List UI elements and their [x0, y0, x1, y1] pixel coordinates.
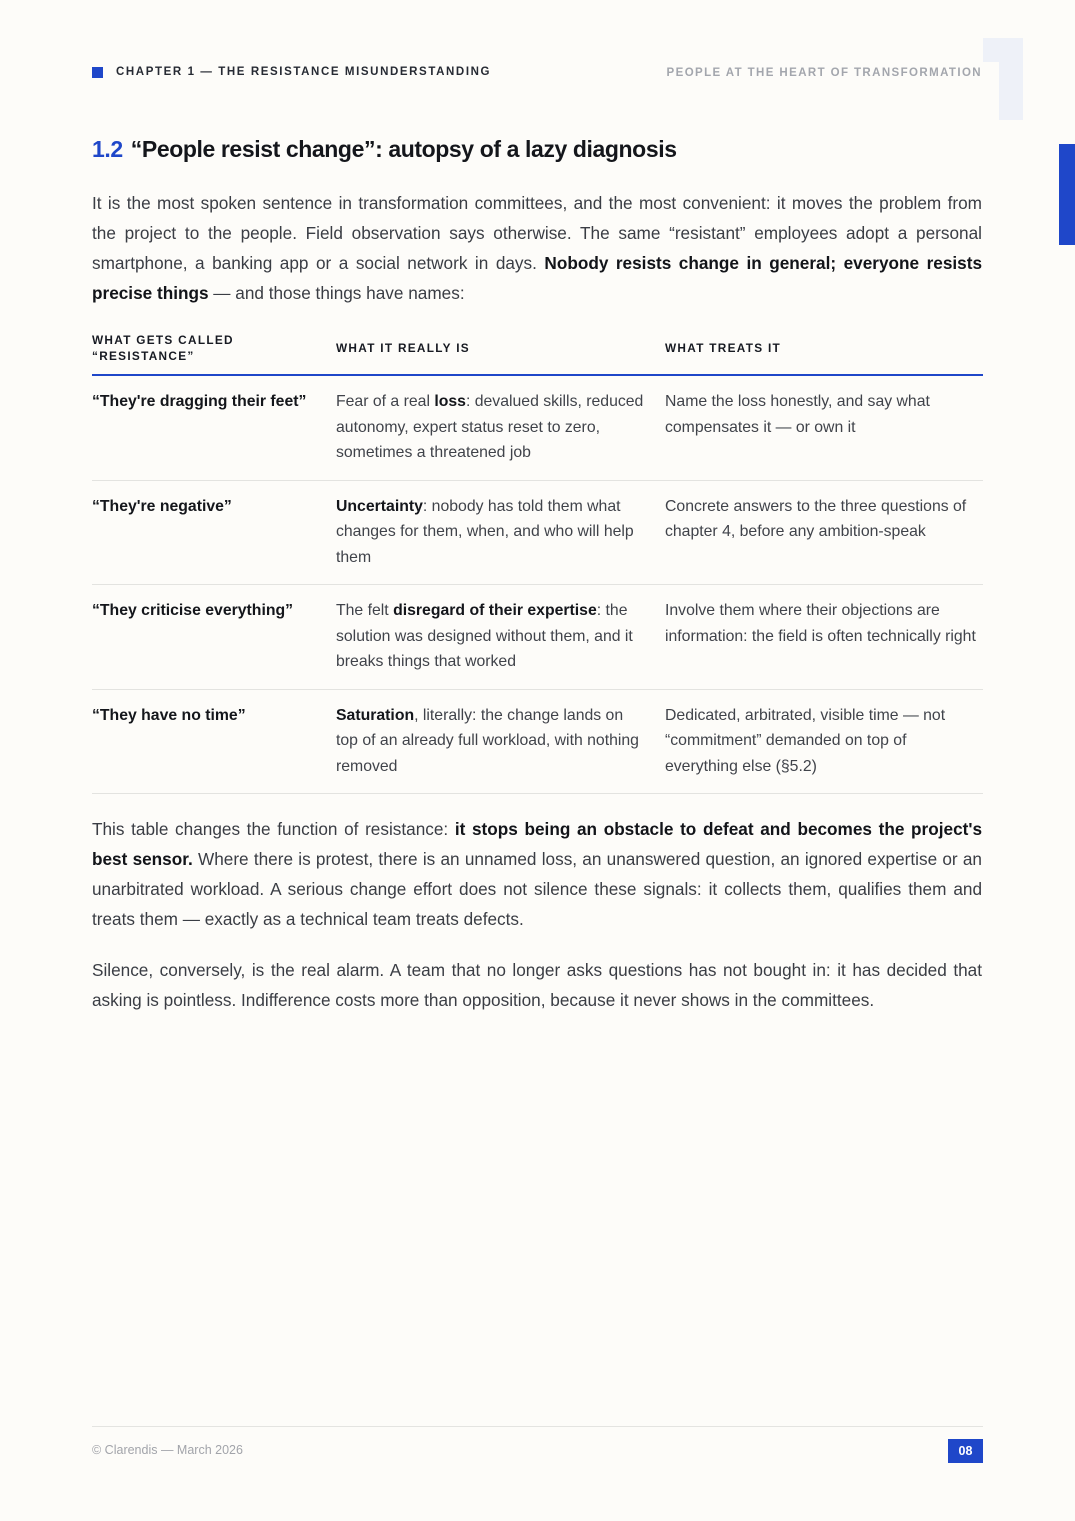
intro-paragraph [92, 188, 982, 308]
series-running-head: PEOPLE AT THE HEART OF TRANSFORMATION [666, 67, 982, 79]
footer-copyright: © Clarendis — March 2026 [92, 1443, 243, 1457]
reality-text: : devalued skills, reduced autonomy, expert status reset to zero, sometimes a threatened job [336, 393, 644, 461]
reality-text: : the solution was designed without them, and it breaks things that worked [336, 602, 633, 670]
sensor-text: This table changes the function of resistance: [92, 819, 455, 839]
row-treatment: Concrete answers to the three questions of chapter 4, before any ambition-speak [665, 480, 983, 585]
row-reality [336, 480, 665, 585]
chapter-side-tab [1059, 144, 1075, 245]
silence-paragraph: Silence, conversely, is the real alarm. A team that no longer asks questions has not bought in: it has decided that asking is pointless. Indifference costs more than opposition, because it never shows in the committees. [92, 960, 982, 1010]
column-header-really: WHAT IT REALLY IS [336, 322, 665, 375]
section-heading [92, 136, 677, 163]
sensor-paragraph [92, 814, 982, 934]
row-treatment: Involve them where their objections are information: the field is often technically right [665, 585, 983, 690]
intro-text: It is the most spoken sentence in transformation committees, and the most convenient: it moves the problem from the project to the people. Field observation says otherwise. The same “resistant” employees adopt a personal smartphone, a banking app or a social network in days. [92, 193, 982, 273]
row-label: “They have no time” [92, 689, 336, 794]
intro-emphasis: Nobody resists change in general; everyone resists precise things [92, 253, 983, 303]
row-reality [336, 375, 665, 480]
resistance-table [92, 322, 983, 794]
table-row [92, 375, 983, 480]
chapter-marker-square [92, 67, 103, 78]
section-title: “People resist change”: autopsy of a lazy diagnosis [130, 136, 677, 162]
chapter-running-head [92, 66, 491, 78]
page-number-badge: 08 [948, 1439, 983, 1463]
sensor-emphasis: it stops being an obstacle to defeat and becomes the project's best sensor. [92, 819, 982, 869]
chapter-label: CHAPTER 1 — THE RESISTANCE MISUNDERSTANDING [116, 66, 492, 78]
footer-divider [92, 1426, 983, 1427]
reality-text: : nobody has told them what changes for them, when, and who will help them [336, 497, 634, 566]
row-reality [336, 689, 665, 794]
row-label: “They're negative” [92, 480, 336, 585]
intro-tail: — and those things have names: [208, 283, 465, 303]
table-row [92, 585, 983, 690]
sensor-text-tail: Where there is protest, there is an unnamed loss, an unanswered question, an ignored expertise or an unarbitrated workload. A serious change effort does not silence these signals: it collects them, qualifies them and treats them — exactly as a technical team treats defects. [92, 849, 982, 929]
table-row [92, 689, 983, 794]
row-label: “They're dragging their feet” [92, 375, 336, 480]
reality-key-term: Saturation [336, 706, 415, 724]
reality-text: Fear of a real [336, 393, 435, 410]
reality-key-term: disregard of their expertise [393, 602, 597, 619]
table-row [92, 480, 983, 585]
reality-key-term: Uncertainty [336, 497, 423, 515]
reality-text: The felt [336, 602, 394, 619]
row-label: “They criticise everything” [92, 585, 336, 690]
section-number: 1.2 [92, 136, 123, 162]
column-header-called: WHAT GETS CALLED “RESISTANCE” [92, 322, 336, 375]
column-header-treats: WHAT TREATS IT [665, 322, 983, 375]
row-reality [336, 585, 665, 690]
reality-text: , literally: the change lands on top of an already full workload, with nothing removed [336, 706, 639, 775]
reality-key-term: loss [434, 393, 466, 410]
row-treatment: Name the loss honestly, and say what compensates it — or own it [665, 375, 983, 480]
table-header-row [92, 322, 983, 375]
row-treatment: Dedicated, arbitrated, visible time — not “commitment” demanded on top of everything else (§5.2) [665, 689, 983, 794]
chapter-number-watermark [983, 38, 1023, 120]
